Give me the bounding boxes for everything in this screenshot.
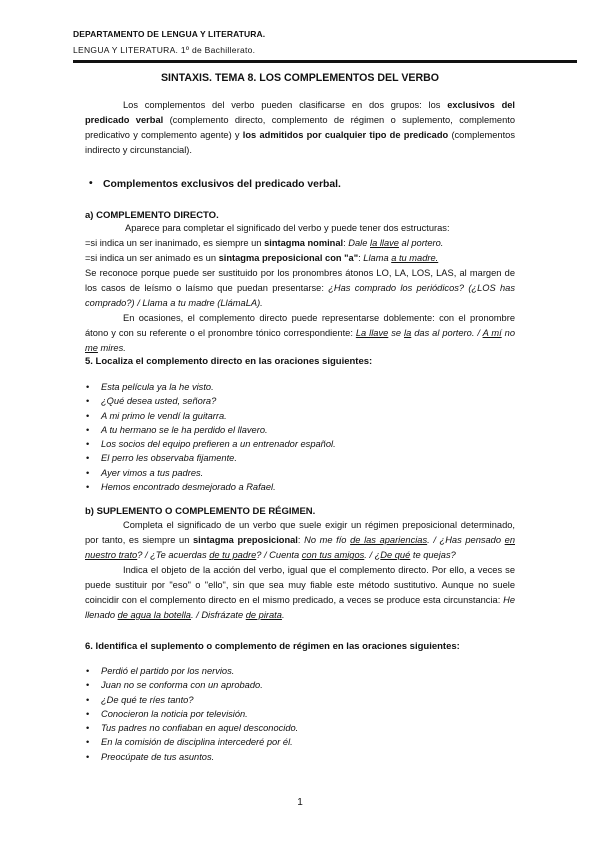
list-item: • Hemos encontrado desmejorado a Rafael. [85,480,336,494]
cd-heading: a) COMPLEMENTO DIRECTO. [85,210,219,221]
list-item: • ¿De qué te ríes tanto? [85,693,298,707]
list-item: • Preocúpate de tus asuntos. [85,750,298,764]
list-item: • Conocieron la noticia por televisión. [85,707,298,721]
page-number: 1 [297,797,303,808]
list-item: • Tus padres no confiaban en aquel desconocido. [85,721,298,735]
list-item: • Los socios del equipo prefieren a un entrenador español. [85,437,336,451]
list-item: • Ayer vimos a tus padres. [85,466,336,480]
list-item: • Perdió el partido por los nervios. [85,664,298,678]
exercise-5-list [85,380,336,494]
list-item: • ¿Qué desea usted, señora? [85,394,336,408]
header-rule [73,60,577,63]
list-item: • Juan no se conforma con un aprobado. [85,678,298,692]
exercise-6-heading: 6. Identifica el suplemento o complemento de régimen en las oraciones siguientes: [85,641,460,652]
section-bullet-heading: • Complementos exclusivos del predicado verbal. [103,179,341,190]
exercise-5-heading: 5. Localiza el complemento directo en las oraciones siguientes: [85,356,373,367]
suplemento-paragraph: Completa el significado de un verbo que suele exigir un régimen preposicional determinado, por tanto, es siempre un sintagma preposicional: No me fío de las apariencias. / ¿Has pensado en nuestro trato? / ¿Te acuerdas de tu padre? / Cuenta con tus amigos. / ¿De qué te quejas? Indica el objeto de la acción del verbo, igual que el complemento directo. Por ello, a veces se puede sustituir por "eso" o "ello", sin que sea muy fiable este método sustitutivo. Aunque no suele coincidir con el complemento directo en el mismo predicado, a veces se produce esta circunstancia: He llenado de agua la botella. / Disfrázate de pirata. [85,520,515,620]
list-item: • A mi primo le vendí la guitarra. [85,409,336,423]
intro-paragraph: Los complementos del verbo pueden clasificarse en dos grupos: los exclusivos del predicado verbal (complemento directo, complemento de régimen o suplemento, complemento predicativo y complemento agente) y los admitidos por cualquier tipo de predicado (complementos indirecto y circunstancial). [85,100,516,155]
cd-paragraph: Aparece para completar el significado del verbo y puede tener dos estructuras: =si indica un ser inanimado, es siempre un sintagma nominal: Dale la llave al portero. =si indica un ser animado es un sintagma preposicional con "a": Llama a tu madre. Se reconoce porque puede ser sustituido por los pronombres átonos LO, LA, LOS, LAS, al margen de los casos de leísmo o laísmo que puedan presentarse: ¿Has comprado los periódicos? (¿LOS has comprado?) / Llama a tu madre (LlámaLA). En ocasiones, el complemento directo puede representarse doblemente: con el pronombre átono y con su referente o el pronombre tónico correspondiente: La llave se la das al portero. / A mí no me mires. [85,223,515,353]
list-item: • Esta película ya la he visto. [85,380,336,394]
list-item: • A tu hermano se le ha perdido el llavero. [85,423,336,437]
course-header: LENGUA Y LITERATURA. 1º de Bachillerato. [73,45,256,55]
exercise-6-list [85,664,298,764]
suplemento-heading: b) SUPLEMENTO O COMPLEMENTO DE RÉGIMEN. [85,506,316,517]
page-title: SINTAXIS. TEMA 8. LOS COMPLEMENTOS DEL VERBO [160,72,440,84]
list-item: • En la comisión de disciplina intercederé por él. [85,735,298,749]
list-item: • El perro les observaba fijamente. [85,451,336,465]
department-header: DEPARTAMENTO DE LENGUA Y LITERATURA. [73,29,266,39]
